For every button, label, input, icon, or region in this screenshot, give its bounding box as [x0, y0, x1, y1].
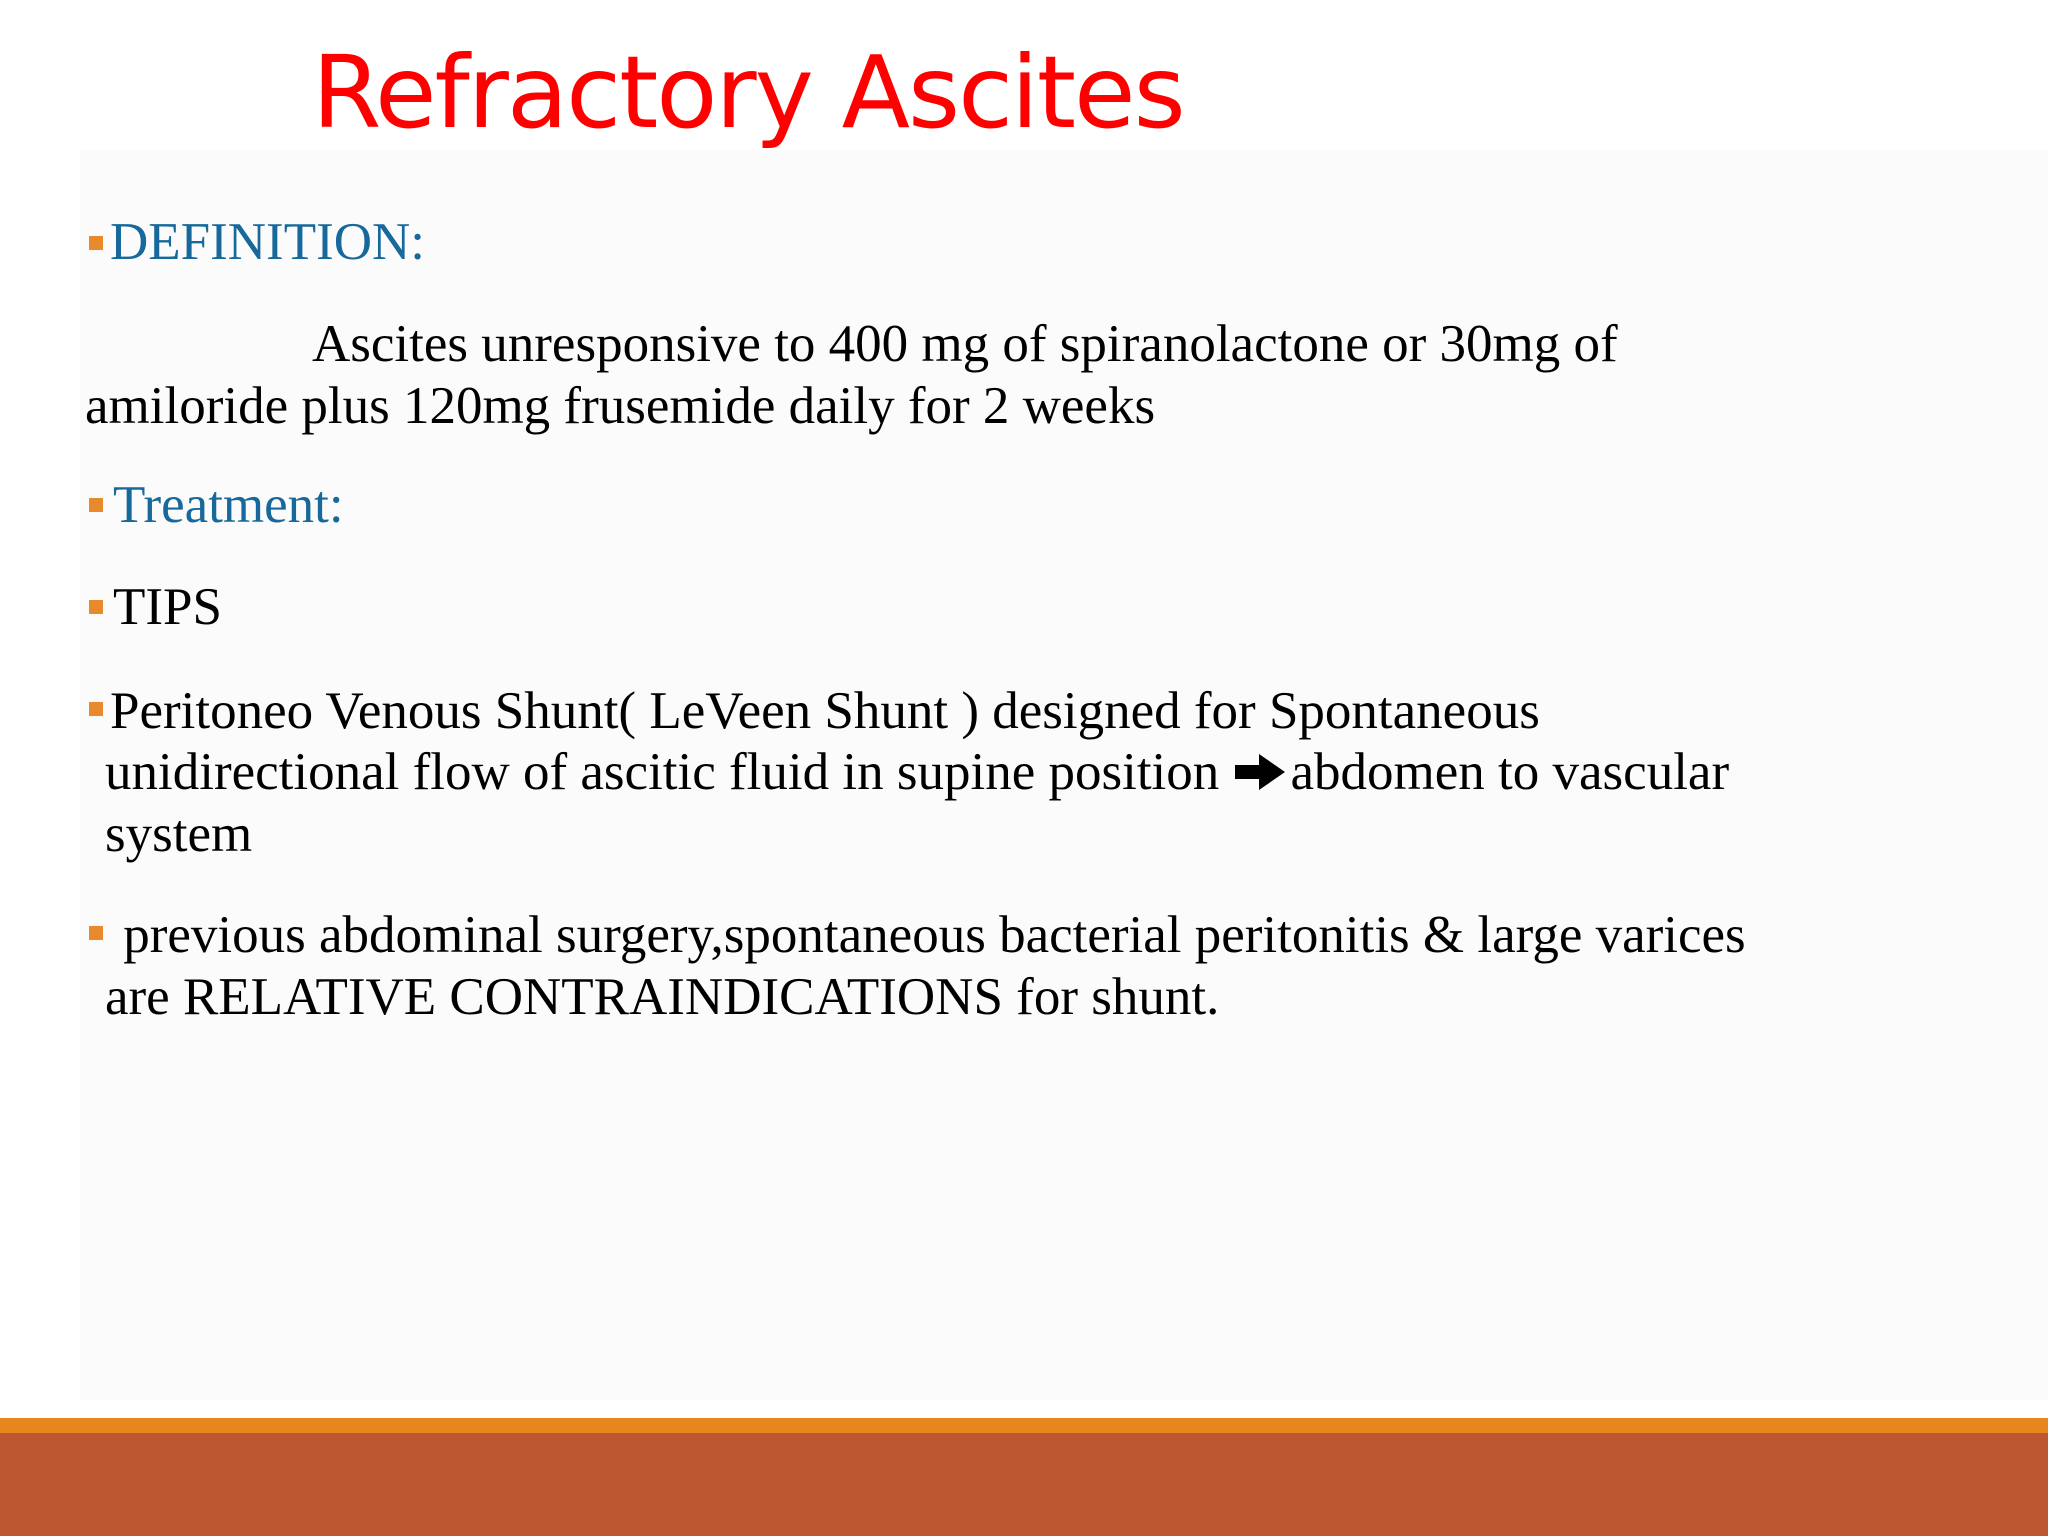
- right-arrow-icon: [1233, 752, 1287, 792]
- bullet-definition: [89, 236, 103, 250]
- slide-title: Refractory Ascites: [312, 34, 1184, 151]
- definition-text-line1: Ascites unresponsive to 400 mg of spiranolactone or 30mg of: [312, 315, 1618, 373]
- shunt-text-line3: system: [105, 805, 253, 863]
- shunt-line2-after-arrow: abdomen to vascular: [1290, 743, 1730, 801]
- tips-item: TIPS: [113, 578, 222, 636]
- shunt-line2-before-arrow: unidirectional flow of ascitic fluid in supine position: [105, 743, 1233, 801]
- bullet-shunt: [89, 702, 103, 716]
- bullet-contraindications: [89, 926, 103, 940]
- bullet-tips: [89, 600, 103, 614]
- bullet-treatment: [89, 498, 103, 512]
- shunt-text-line2: [105, 742, 1729, 803]
- contraindications-text-line2: are RELATIVE CONTRAINDICATIONS for shunt.: [105, 968, 1220, 1026]
- shunt-text-line1: Peritoneo Venous Shunt( LeVeen Shunt ) designed for Spontaneous: [110, 682, 1540, 740]
- footer-accent-bar: [0, 1418, 2048, 1433]
- treatment-heading: Treatment:: [113, 476, 344, 534]
- definition-text-line2: amiloride plus 120mg frusemide daily for 2 weeks: [85, 377, 1156, 435]
- definition-heading: DEFINITION:: [110, 213, 425, 271]
- contraindications-text-line1: previous abdominal surgery,spontaneous bacterial peritonitis & large varices: [110, 906, 1746, 964]
- footer-band: [0, 1433, 2048, 1536]
